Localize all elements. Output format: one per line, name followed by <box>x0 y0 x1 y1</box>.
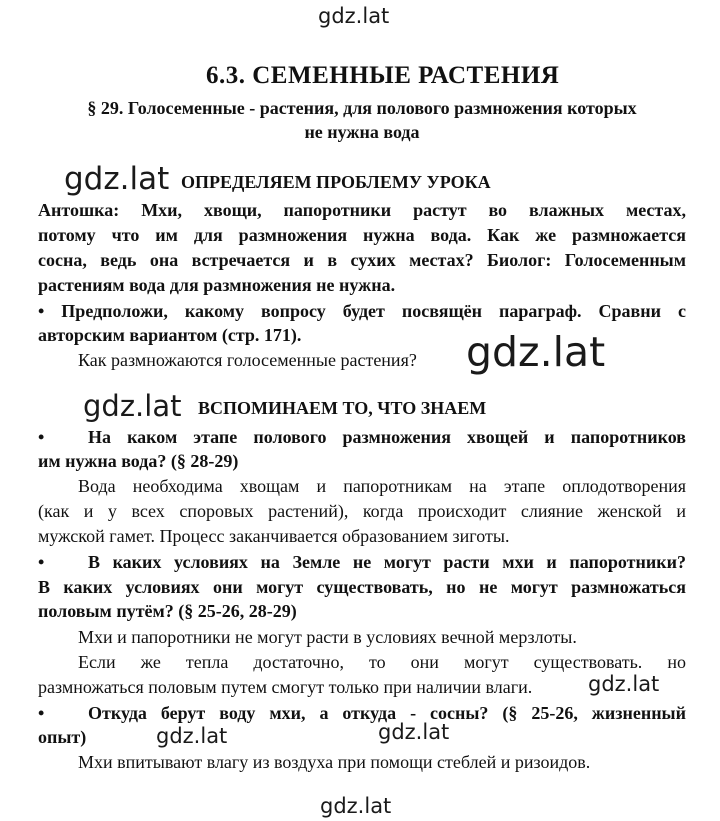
dialogue-line: растениям вода для размножения не нужна. <box>38 275 396 295</box>
answer-line: мужской гамет. Процесс заканчивается образованием зиготы. <box>38 526 510 546</box>
answer-line: Вода необходима хвощам и папоротникам на этапе оплодотворения <box>78 476 686 496</box>
answer-line: Мхи и папоротники не могут расти в условиях вечной мерзлоты. <box>78 627 577 647</box>
watermark-large: gdz.lat <box>466 328 606 376</box>
watermark-section1: gdz.lat <box>64 161 170 197</box>
question-line: половым путём? (§ 25-26, 28-29) <box>38 601 297 621</box>
question-line: им нужна вода? (§ 28-29) <box>38 451 239 471</box>
watermark: gdz.lat <box>156 724 228 748</box>
answer-line: Мхи впитывают влагу из воздуха при помощи стеблей и ризоидов. <box>78 752 591 772</box>
answer-text: Как размножаются голосеменные растения? <box>78 350 417 370</box>
paragraph-title-line: не нужна вода <box>304 122 420 142</box>
question-text: В каких условиях на Земле не могут расти мхи и папоротники? <box>88 552 686 572</box>
section-heading-problem: ОПРЕДЕЛЯЕМ ПРОБЛЕМУ УРОКА <box>181 172 491 192</box>
dialogue-line: потому что им для размножения нужна вода. Как же размножается <box>38 225 686 245</box>
watermark-bottom: gdz.lat <box>320 794 392 818</box>
task-line: • Предположи, какому вопросу будет посвящён параграф. Сравни с <box>38 301 686 321</box>
paragraph-title-line: § 29. Голосеменные - растения, для полового размножения которых <box>87 98 637 118</box>
watermark: gdz.lat <box>588 672 660 696</box>
watermark-top: gdz.lat <box>318 4 390 28</box>
paragraph-title <box>38 96 686 144</box>
dialogue-line: Антошка: Мхи, хвощи, папоротники растут во влажных местах, <box>38 200 686 220</box>
question-text: На каком этапе полового размножения хвощей и папоротников <box>88 427 686 447</box>
question-line <box>38 425 686 449</box>
task-line: авторским вариантом (стр. 171). <box>38 325 302 345</box>
answer-line: (как и у всех споровых растений), когда происходит слияние женской и <box>38 501 686 521</box>
question-text: Откуда берут воду мхи, а откуда - сосны? (§ 25-26, жизненный <box>88 703 686 723</box>
watermark-section2: gdz.lat <box>83 389 182 423</box>
page-title: 6.3. СЕМЕННЫЕ РАСТЕНИЯ <box>206 62 560 89</box>
answer-line: Если же тепла достаточно, то они могут существовать. но <box>78 652 686 672</box>
question-line: В каких условиях они могут существовать, но не могут размножаться <box>38 577 686 597</box>
section-heading-recall: ВСПОМИНАЕМ ТО, ЧТО ЗНАЕМ <box>198 398 487 418</box>
bullet: • <box>38 552 45 572</box>
question-line <box>38 550 686 574</box>
bullet: • <box>38 703 45 723</box>
watermark: gdz.lat <box>378 720 450 744</box>
question-line: опыт) <box>38 727 87 747</box>
bullet: • <box>38 427 45 447</box>
question-line <box>38 701 686 725</box>
answer-line: размножаться половым путем смогут только при наличии влаги. <box>38 677 533 697</box>
dialogue-line: сосна, ведь она встречается и в сухих местах? Биолог: Голосеменным <box>38 250 686 270</box>
